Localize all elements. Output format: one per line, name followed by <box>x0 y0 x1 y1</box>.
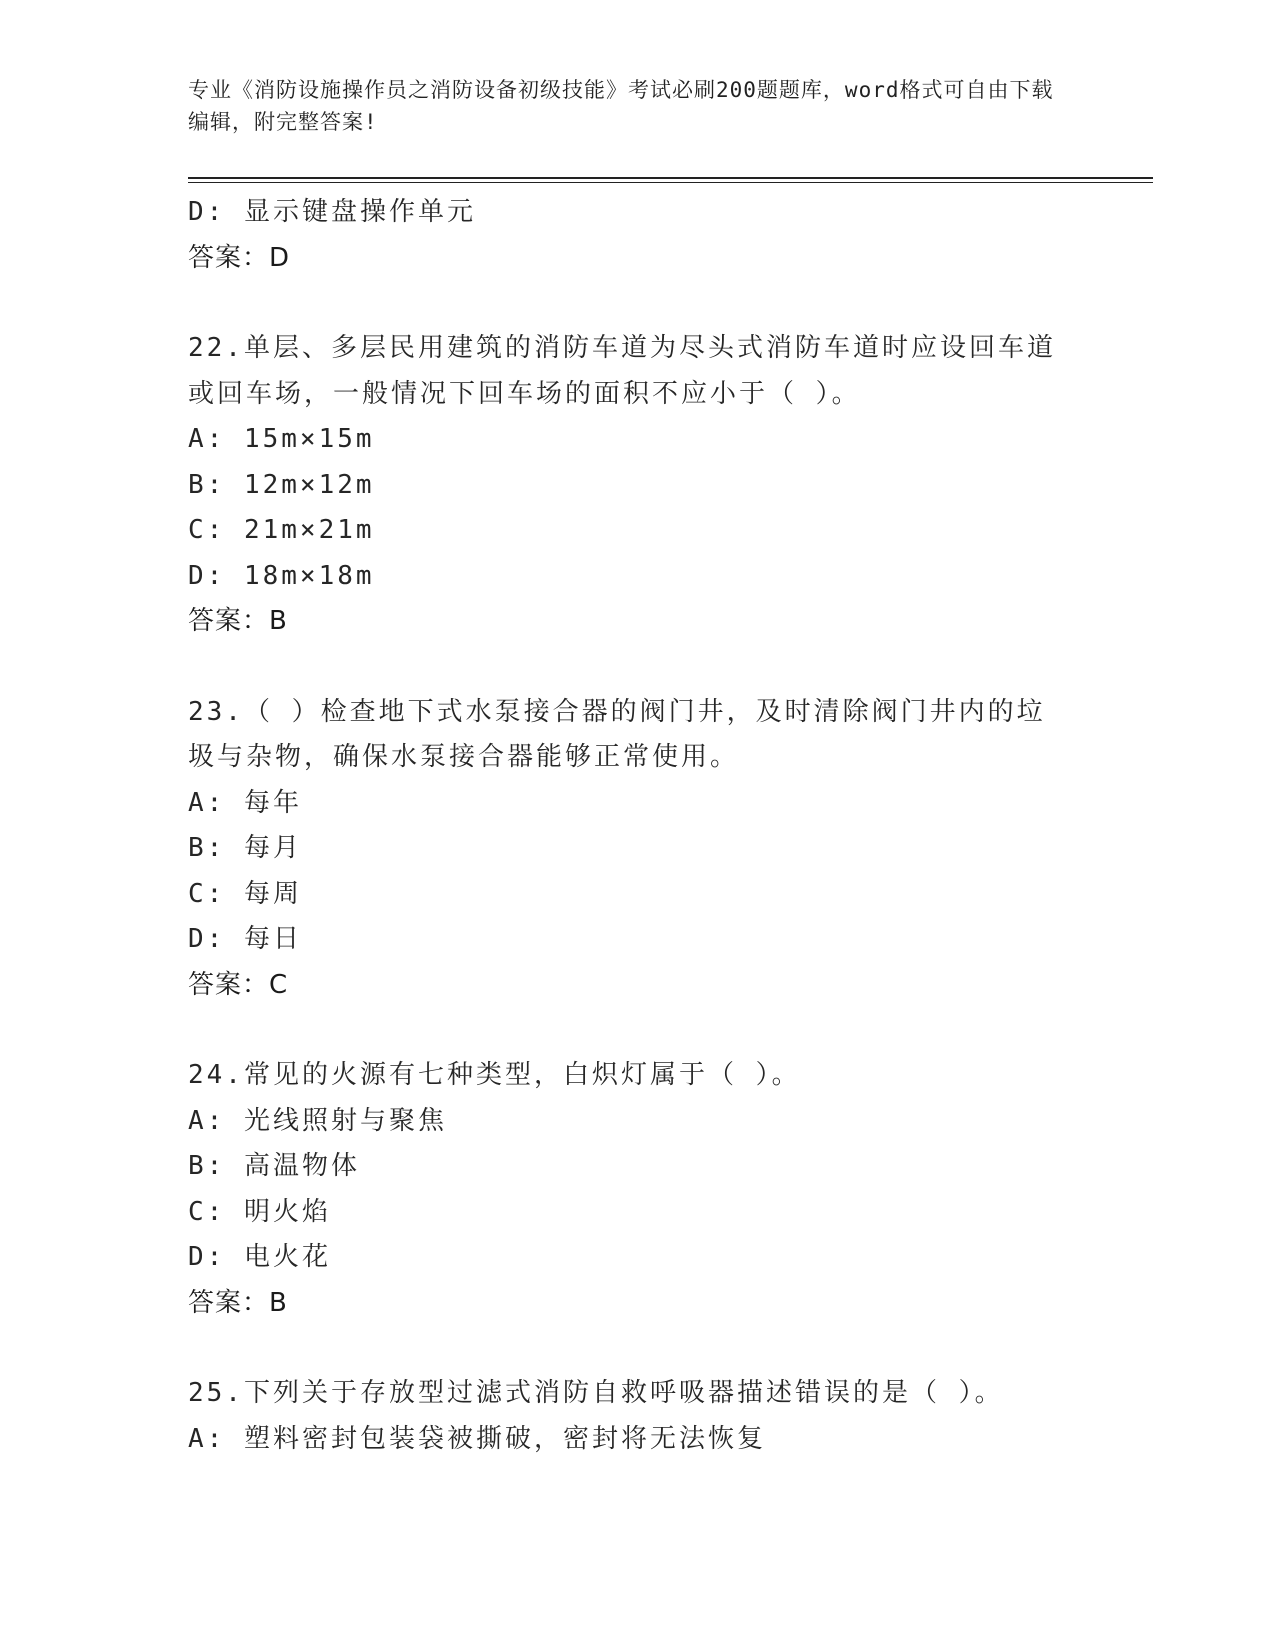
spacer <box>188 1326 1088 1371</box>
question-list <box>188 190 1088 1462</box>
option-a: A: 每年 <box>188 787 302 818</box>
spacer <box>188 1008 1088 1053</box>
spacer <box>188 645 1088 690</box>
option-a: A: 15m×15m <box>188 424 375 454</box>
question-22 <box>188 326 1088 645</box>
header-divider <box>188 177 1153 183</box>
option-b: B: 12m×12m <box>188 469 375 500</box>
option-b: B: 每月 <box>188 833 302 863</box>
option-a: A: 光线照射与聚焦 <box>188 1105 447 1136</box>
option-c: C: 每周 <box>188 878 302 909</box>
option-c: C: 21m×21m <box>188 515 375 545</box>
question-25 <box>188 1371 1088 1462</box>
option-a: A: 塑料密封包装袋被撕破，密封将无法恢复 <box>188 1423 766 1454</box>
answer-line: 答案：C <box>188 969 289 1000</box>
question-stem: 24.常见的火源有七种类型，白炽灯属于（ ）。 <box>188 1060 801 1090</box>
option-c: C: 明火焰 <box>188 1196 331 1227</box>
option-d: D: 18m×18m <box>188 560 375 591</box>
option-d: D: 电火花 <box>188 1242 331 1272</box>
question-23 <box>188 690 1088 1009</box>
question-24 <box>188 1053 1088 1326</box>
option-d: D: 显示键盘操作单元 <box>188 197 476 227</box>
spacer <box>188 281 1088 326</box>
answer-line: 答案：D <box>188 242 291 273</box>
answer-line: 答案：B <box>188 1287 288 1318</box>
question-stem: 25.下列关于存放型过滤式消防自救呼吸器描述错误的是（ ）。 <box>188 1378 1004 1408</box>
answer-line: 答案：B <box>188 606 288 636</box>
question-stem: 23.（ ）检查地下式水泵接合器的阀门井，及时清除阀门井内的垃圾与杂物，确保水泵接合器能够正常使用。 <box>188 696 1046 772</box>
option-d: D: 每日 <box>188 924 302 954</box>
document-header: 专业《消防设施操作员之消防设备初级技能》考试必刷200题题库，word格式可自由下载编辑，附完整答案! <box>188 78 1054 134</box>
question-stem: 22.单层、多层民用建筑的消防车道为尽头式消防车道时应设回车道或回车场，一般情况下回车场的面积不应小于（ ）。 <box>188 333 1056 409</box>
option-b: B: 高温物体 <box>188 1151 360 1181</box>
